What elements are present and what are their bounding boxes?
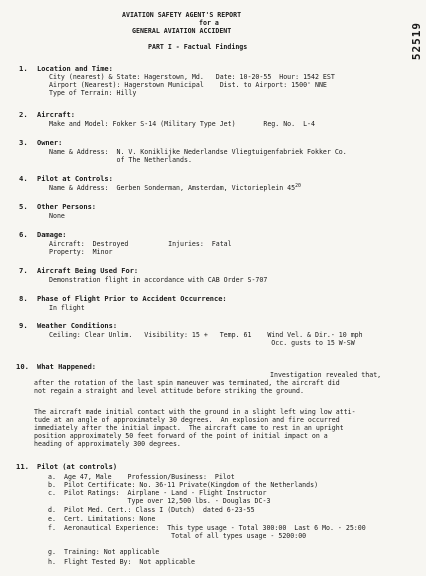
section-10-heading: What Happened:	[37, 363, 97, 371]
section-10-line-5: tude at an angle of approximately 30 degrees. An explosion and fire occurred	[34, 416, 340, 424]
section-3-line-1: Name & Address: N. V. Koniklijke Nederlandse Vliegtuigenfabriek Fokker Co.	[49, 148, 347, 156]
section-10-line-4: The aircraft made initial contact with the ground in a slight left wing low atti-	[34, 408, 356, 416]
section-10-line-8: heading of approximately 300 degrees.	[34, 440, 181, 448]
section-9-number: 9.	[19, 321, 28, 330]
report-subtitle: GENERAL AVIATION ACCIDENT	[132, 27, 232, 35]
section-11-item-h-letter: h.	[48, 558, 56, 566]
section-11-item-f: Aeronautical Experience: This type usage - Total 300:00 Last 6 Mo. - 25:00	[64, 524, 366, 532]
section-1-heading: Location and Time:	[37, 65, 113, 73]
section-1-number: 1.	[19, 64, 28, 73]
section-1-line-2: Airport (Nearest): Hagerstown Municipal Dist. to Airport: 1500' NNE	[49, 81, 327, 89]
section-11-item-h: Flight Tested By: Not applicable	[64, 558, 196, 566]
section-11-item-a: Age 47, Male Profession/Business: Pilot	[64, 473, 235, 481]
section-1-line-1: City (nearest) & State: Hagerstown, Md. Date: 10-20-55 Hour: 1542 EST	[49, 73, 335, 81]
section-2-heading: Aircraft:	[37, 111, 75, 119]
section-6-line-2: Property: Minor	[49, 248, 113, 256]
section-11-item-g-letter: g.	[48, 548, 56, 556]
report-title: AVIATION SAFETY AGENT'S REPORT	[122, 11, 242, 19]
section-11-number: 11.	[16, 462, 29, 471]
section-11-item-b: Pilot Certificate: No. 36-11 Private(Kingdom of the Netherlands)	[64, 481, 319, 489]
section-11-item-c-letter: c.	[48, 489, 56, 497]
section-11-item-f-continued: Total of all types usage - 5200:00	[64, 532, 307, 540]
section-9-line-1: Ceiling: Clear Unlim. Visibility: 15 + Temp. 61 Wind Vel. & Dir.- 10 mph	[49, 331, 363, 339]
section-10-lead-in: Investigation revealed that,	[270, 371, 382, 379]
section-3-heading: Owner:	[37, 139, 63, 147]
section-4-heading: Pilot at Controls:	[37, 175, 113, 183]
section-2-line-1: Make and Model: Fokker S-14 (Military Type Jet) Reg. No. L-4	[49, 120, 315, 128]
section-11-item-a-letter: a.	[48, 473, 56, 481]
section-4-line-1: Name & Address: Gerben Sonderman, Amsterdam, Victorieplein $45^{20}$	[49, 184, 301, 192]
section-7-heading: Aircraft Being Used For:	[37, 267, 139, 275]
section-11-item-g: Training: Not applicable	[64, 548, 160, 556]
section-11-item-c: Pilot Ratings: Airplane - Land - Flight Instructor	[64, 489, 267, 497]
section-11-item-d-letter: d.	[48, 506, 56, 514]
section-7-number: 7.	[19, 266, 28, 275]
section-11-item-c-continued: Type over 12,500 lbs. - Douglas DC-3	[64, 497, 271, 505]
section-6-line-1: Aircraft: Destroyed Injuries: Fatal	[49, 240, 232, 248]
document-id: 52519	[410, 22, 423, 61]
section-8-line-1: In flight	[49, 304, 85, 312]
section-10-line-6: immediately after the initial impact. The aircraft came to rest in an upright	[34, 424, 344, 432]
section-9-line-2: Occ. gusts to 15 W-SW	[49, 339, 355, 347]
section-9-heading: Weather Conditions:	[37, 322, 118, 330]
section-5-line-1: None	[49, 212, 65, 220]
section-3-number: 3.	[19, 138, 28, 147]
section-11-item-f-letter: f.	[48, 524, 56, 532]
section-11-item-e-letter: e.	[48, 515, 56, 523]
report-part: PART I - Factual Findings	[148, 43, 248, 51]
section-5-heading: Other Persons:	[37, 203, 97, 211]
section-8-number: 8.	[19, 294, 28, 303]
section-6-number: 6.	[19, 230, 28, 239]
section-4-number: 4.	[19, 174, 28, 183]
section-10-number: 10.	[16, 362, 29, 371]
section-10-line-2: not regain a straight and level attitude before striking the ground.	[34, 387, 304, 395]
section-3-line-2: of The Netherlands.	[49, 156, 192, 164]
section-10-line-1: after the rotation of the last spin maneuver was terminated, the aircraft did	[34, 379, 340, 387]
section-11-item-b-letter: b.	[48, 481, 56, 489]
section-1-line-3: Type of Terrain: Hilly	[49, 89, 137, 97]
section-2-number: 2.	[19, 110, 28, 119]
section-8-heading: Phase of Flight Prior to Accident Occurrence:	[37, 295, 227, 303]
section-5-number: 5.	[19, 202, 28, 211]
section-11-item-d: Pilot Med. Cert.: Class I (Dutch) dated 6-23-55	[64, 506, 255, 514]
section-10-line-7: position approximately 50 feet forward of the point of initial impact on a	[34, 432, 328, 440]
section-7-line-1: Demonstration flight in accordance with CAB Order S-707	[49, 276, 268, 284]
report-for-line: for a	[199, 19, 219, 27]
section-11-item-e: Cert. Limitations: None	[64, 515, 156, 523]
section-11-heading: Pilot (at controls)	[37, 463, 118, 471]
section-6-heading: Damage:	[37, 231, 67, 239]
section-4-superscript: 20	[295, 184, 301, 189]
